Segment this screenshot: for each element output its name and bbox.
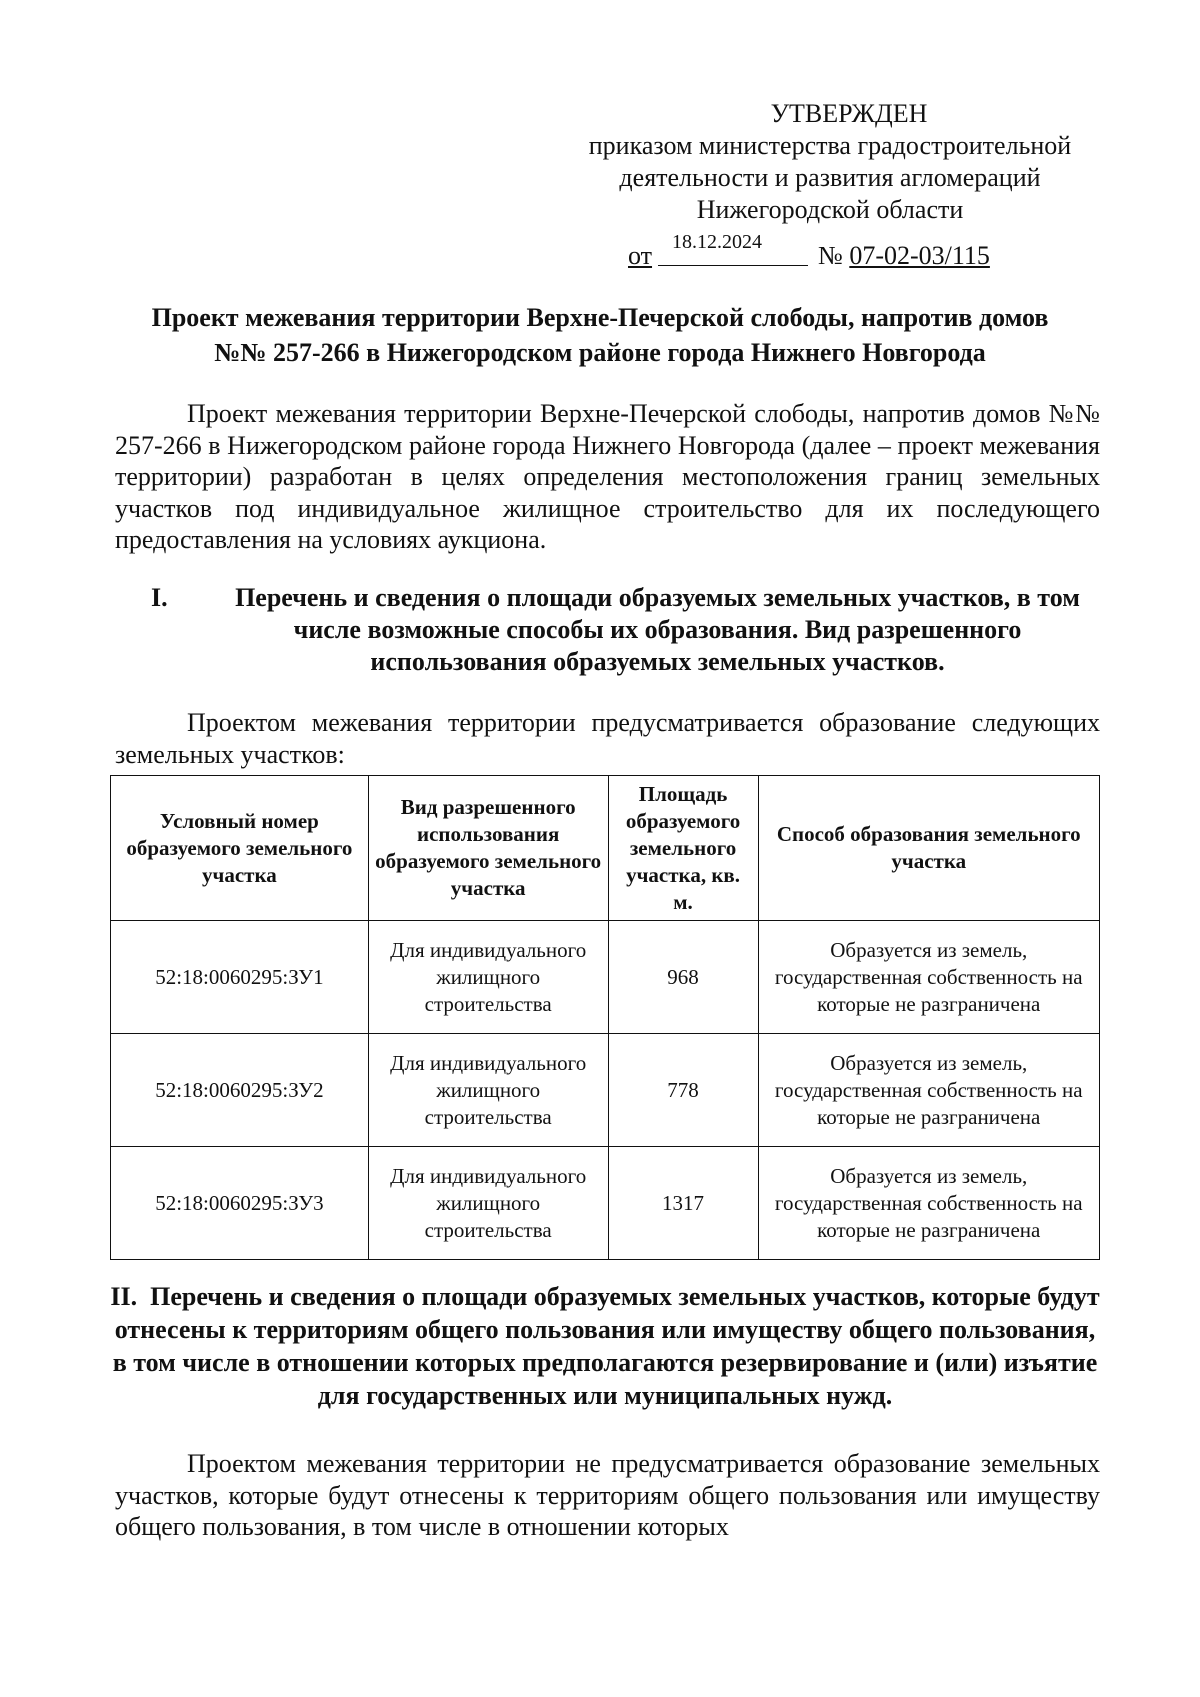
approval-block — [560, 98, 1100, 268]
header-permitted-use: Вид разрешенного использования образуемого земельного участка — [368, 776, 608, 921]
section-1-paragraph — [115, 707, 1100, 770]
section-2-numeral: II. — [110, 1282, 138, 1311]
cell-plot-number: 52:18:0060295:ЗУ1 — [111, 921, 369, 1034]
approval-line-3: Нижегородской области — [696, 195, 964, 224]
cell-plot-number: 52:18:0060295:ЗУ3 — [111, 1147, 369, 1260]
table-row — [111, 1147, 1100, 1260]
cell-formation-method: Образуется из земель, государственная собственность на которые не разграничена — [758, 1034, 1100, 1147]
intro-text: Проект межевания территории Верхне-Печерской слободы, напротив домов №№ 257-266 в Нижегородском районе города Нижнего Новгорода (далее – проект межевания территории) разработан в целях определения местоположения границ земельных участков под индивидуальное жилищное строительство для их последующего предоставления на условиях аукциона. — [115, 399, 1100, 554]
approval-number — [818, 240, 990, 272]
approval-date: 18.12.2024 — [672, 231, 762, 253]
cell-formation-method: Образуется из земель, государственная собственность на которые не разграничена — [758, 921, 1100, 1034]
section-1-text: Проектом межевания территории предусматривается образование следующих земельных участков: — [115, 708, 1100, 769]
land-plots-table — [110, 775, 1100, 1260]
header-formation-method: Способ образования земельного участка — [758, 776, 1100, 921]
approval-line-2: деятельности и развития агломераций — [619, 163, 1041, 192]
table-header-row — [111, 776, 1100, 921]
document-title — [100, 300, 1100, 370]
section-2-heading-text: Перечень и сведения о площади образуемых земельных участков, которые будут отнесены к территориям общего пользования или имуществу общего пользования, в том числе в отношении которых предполагаются резервирование и (или) изъятие для государственных или муниципальных нужд. — [112, 1282, 1100, 1410]
cell-area: 1317 — [608, 1147, 758, 1260]
number-value: 07-02-03/115 — [849, 241, 990, 270]
approval-line-1: приказом министерства градостроительной — [588, 131, 1072, 160]
section-1-heading-text: Перечень и сведения о площади образуемых земельных участков, в том числе возможные способы их образования. Вид разрешенного использования образуемых земельных участков. — [235, 583, 1080, 676]
number-sign: № — [818, 241, 843, 270]
section-2-paragraph — [115, 1448, 1100, 1543]
section-2-heading — [110, 1280, 1100, 1412]
section-1-numeral: I. — [151, 583, 168, 612]
cell-permitted-use: Для индивидуального жилищного строительства — [368, 921, 608, 1034]
cell-area: 968 — [608, 921, 758, 1034]
approval-date-line — [560, 228, 1100, 268]
header-area: Площадь образуемого земельного участка, кв. м. — [608, 776, 758, 921]
intro-paragraph — [115, 398, 1100, 556]
title-line-2: №№ 257-266 в Нижегородском районе города Нижнего Новгорода — [214, 338, 986, 367]
title-line-1: Проект межевания территории Верхне-Печерской слободы, напротив домов — [151, 303, 1049, 332]
table-row — [111, 1034, 1100, 1147]
section-2-text: Проектом межевания территории не предусматривается образование земельных участков, которые будут отнесены к территориям общего пользования или имуществу общего пользования, в том числе в отношении которых — [115, 1449, 1100, 1541]
cell-permitted-use: Для индивидуального жилищного строительства — [368, 1147, 608, 1260]
table-row — [111, 921, 1100, 1034]
date-prefix: от — [628, 241, 653, 270]
header-plot-number: Условный номер образуемого земельного участка — [111, 776, 369, 921]
date-underline — [658, 265, 808, 266]
cell-formation-method: Образуется из земель, государственная собственность на которые не разграничена — [758, 1147, 1100, 1260]
cell-plot-number: 52:18:0060295:ЗУ2 — [111, 1034, 369, 1147]
cell-permitted-use: Для индивидуального жилищного строительства — [368, 1034, 608, 1147]
section-1-heading — [115, 582, 1100, 678]
approval-heading: УТВЕРЖДЕН — [770, 99, 928, 128]
cell-area: 778 — [608, 1034, 758, 1147]
